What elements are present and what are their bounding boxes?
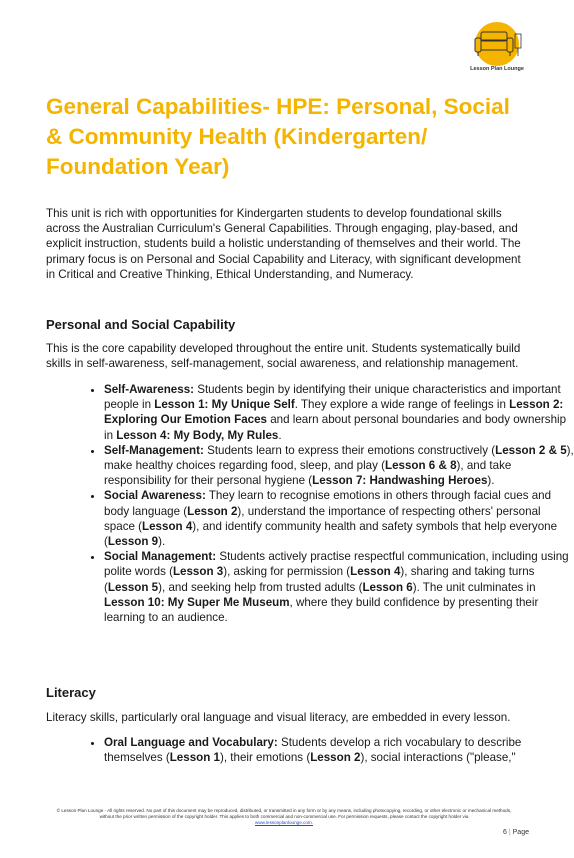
body-text: . They explore a wide range of feelings in [294, 398, 510, 412]
page-number [503, 829, 529, 836]
bold-text: Lesson 6 & 8 [385, 459, 457, 473]
section-paragraph-personal-social: This is the core capability developed throughout the entire unit. Students systematically build skills in self-awareness, self-management, social awareness, and relationship management. [46, 342, 521, 371]
body-text: ). [158, 535, 166, 549]
bold-text: Self-Awareness: [104, 383, 194, 396]
bullet-item [104, 549, 574, 625]
body-text: ), asking for permission ( [223, 565, 351, 579]
page-label: Page [512, 829, 529, 836]
bold-text: Lesson 5 [107, 580, 159, 594]
website-link[interactable]: www.lessonplanlounge.com. [255, 820, 313, 825]
body-text: ), understand the importance of respecting others' personal space ( [104, 504, 541, 533]
body-text: ). The unit culminates in [412, 580, 536, 594]
body-text: ), social interactions ("please," [360, 751, 516, 765]
bullet-item [104, 382, 574, 443]
section-heading-literacy: Literacy [46, 685, 96, 700]
bullet-item [104, 443, 574, 489]
bold-text: Lesson 9 [107, 535, 159, 549]
bullet-item [104, 735, 574, 765]
bold-text: Oral Language and Vocabulary: [104, 736, 278, 749]
body-text: Students actively practise respectful communication, including using polite words ( [104, 550, 569, 579]
body-text: They learn to recognise emotions in others through facial cues and body language ( [104, 489, 552, 518]
bold-text: Lesson 7: Handwashing Heroes [312, 474, 488, 488]
capability-bullet-list [60, 382, 574, 625]
bold-text: Social Management: [104, 550, 217, 564]
bold-text: Lesson 2 [310, 751, 361, 765]
bold-text: Self-Management: [104, 443, 204, 457]
page-title: General Capabilities- HPE: Personal, Social & Community Health (Kindergarten/ Foundation Year) [46, 94, 510, 179]
bold-text: Lesson 2 & 5 [495, 443, 567, 457]
section-paragraph-literacy: Literacy skills, particularly oral language and visual literacy, are embedded in every lesson. [46, 711, 511, 724]
bold-text: Lesson 4 [142, 519, 193, 533]
bold-text: Lesson 4 [350, 565, 401, 579]
body-text: Students develop a rich vocabulary to describe themselves ( [104, 736, 522, 765]
sofa-logo-icon [467, 22, 527, 68]
bold-text: Social Awareness: [104, 489, 206, 503]
bullet-item [104, 488, 574, 549]
bold-text: Lesson 6 [362, 580, 413, 594]
body-text: ), their emotions ( [219, 751, 311, 765]
bold-text: Lesson 1 [169, 751, 220, 765]
body-text: ), and seeking help from trusted adults ( [158, 580, 363, 594]
page-number-separator: | [508, 829, 511, 836]
logo-text: Lesson Plan Lounge [470, 66, 524, 72]
body-text: , where they build confidence by presenting their learning to an audience. [104, 595, 539, 625]
bold-text: Lesson 2 [187, 504, 238, 518]
body-text: ), sharing and taking turns ( [104, 565, 535, 594]
bold-text: Lesson 3 [172, 565, 224, 579]
copyright-text: © Lesson Plan Lounge - All rights reserved. No part of this document may be reproduced, distributed, or transmitted in any form or by any means, including photocopying, recording, or other electronic or mechanical methods, without the prior written permission of the copyright holder. This applies to both commercial and non-commercial use. For permission requests, please contact the copyright holder via [56, 808, 512, 819]
body-text: Students learn to express their emotions constructively ( [203, 443, 496, 457]
intro-paragraph: This unit is rich with opportunities for Kindergarten students to develop foundational skills across the Australian Curriculum's General Capabilities. Through engaging, play-based, and explicit instruction, students build a holistic understanding of themselves and their world. The primary focus is on Personal and Social Capability and Literacy, with significant development in Critical and Creative Thinking, Ethical Understanding, and Numeracy. [46, 207, 521, 281]
copyright-footer [52, 808, 516, 826]
body-text: ). [487, 474, 495, 488]
bold-text: Lesson 10: My Super Me Museum [104, 595, 290, 609]
bold-text: Lesson 4: My Body, My Rules [116, 428, 279, 442]
body-text: . [278, 428, 282, 442]
body-text: ), make healthy choices regarding food, sleep, and play ( [104, 443, 574, 473]
body-text: and learn about personal boundaries and body ownership in [104, 413, 567, 442]
logo [467, 22, 527, 72]
literacy-bullet-list [60, 735, 574, 765]
page-number-value: 6 [503, 829, 507, 836]
body-text: ), and identify community health and safety symbols that help everyone ( [104, 519, 558, 549]
body-text: Students begin by identifying their unique characteristics and important people in [104, 383, 561, 412]
body-text: ), and take responsibility for their personal hygiene ( [104, 459, 512, 488]
section-heading-personal-social: Personal and Social Capability [46, 317, 236, 332]
bold-text: Lesson 1: My Unique Self [154, 398, 295, 412]
bold-text: Lesson 2: Exploring Our Emotion Faces [104, 398, 564, 427]
